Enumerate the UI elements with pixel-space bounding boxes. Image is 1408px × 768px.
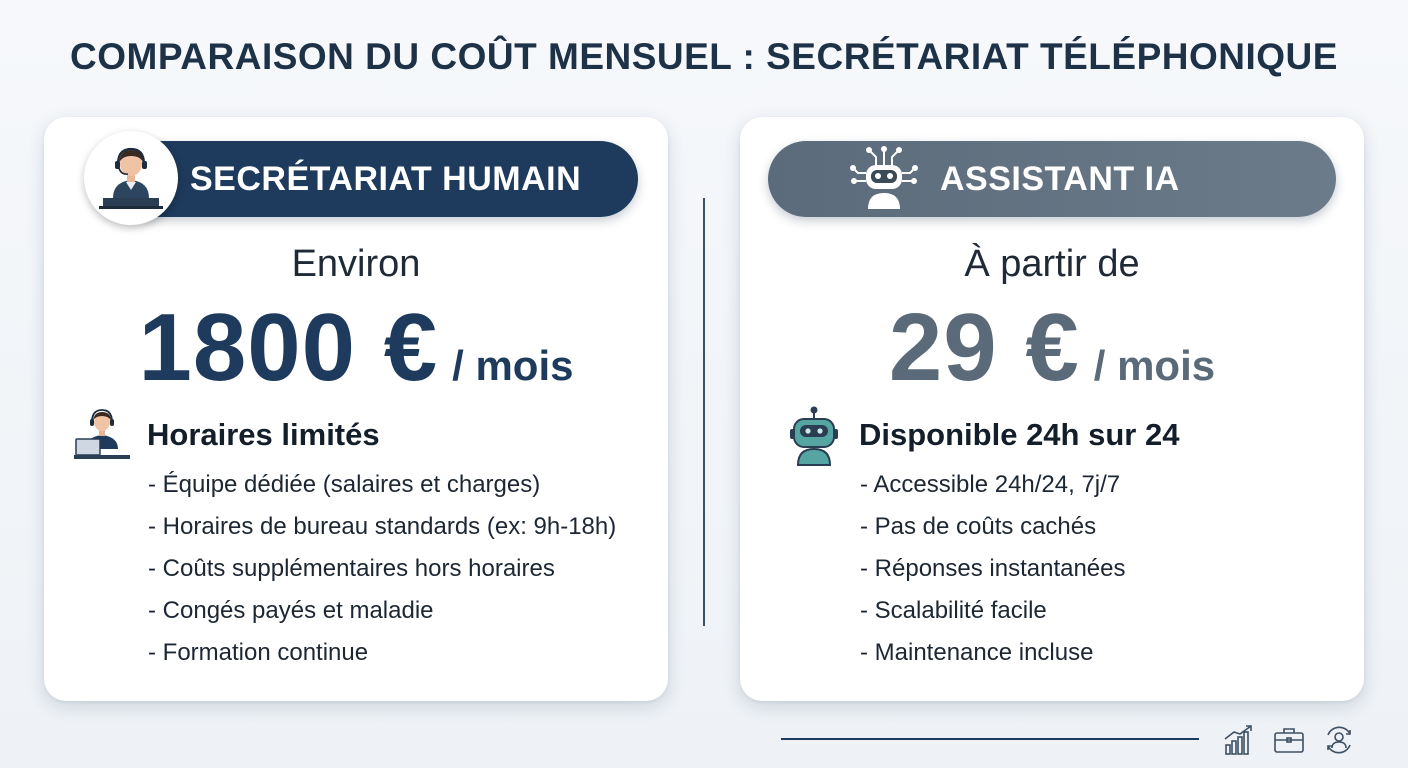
human-price-row bbox=[44, 293, 668, 403]
footer-line bbox=[781, 738, 1199, 740]
page-title: COMPARAISON DU COÛT MENSUEL : SECRÉTARIAT TÉLÉPHONIQUE bbox=[70, 36, 1338, 77]
human-header-pill bbox=[112, 141, 638, 217]
ai-price: 29 € bbox=[888, 294, 1080, 401]
center-divider bbox=[703, 198, 705, 626]
list-item: - Équipe dédiée (salaires et charges) bbox=[148, 471, 541, 498]
ai-feature-title: Disponible 24h sur 24 bbox=[859, 417, 1180, 452]
list-item: - Coûts supplémentaires hors horaires bbox=[148, 555, 555, 582]
human-secretariat-card bbox=[44, 117, 668, 701]
list-item: - Accessible 24h/24, 7j/7 bbox=[860, 471, 1121, 498]
bar-chart-icon bbox=[1222, 723, 1256, 757]
human-price: 1800 € bbox=[138, 294, 439, 401]
human-price-period: / mois bbox=[452, 342, 574, 389]
user-cycle-icon bbox=[1322, 723, 1356, 757]
list-item: - Maintenance incluse bbox=[860, 639, 1094, 666]
ai-header-label: ASSISTANT IA bbox=[940, 159, 1180, 198]
ai-lead-text: À partir de bbox=[964, 243, 1140, 285]
human-header-label: SECRÉTARIAT HUMAIN bbox=[190, 159, 582, 198]
list-item: - Congés payés et maladie bbox=[148, 597, 434, 624]
list-item: - Pas de coûts cachés bbox=[860, 513, 1097, 540]
list-item: - Scalabilité facile bbox=[860, 597, 1047, 624]
list-item: - Horaires de bureau standards (ex: 9h-18h) bbox=[148, 513, 617, 540]
list-item: - Formation continue bbox=[148, 639, 369, 666]
human-feature-list bbox=[148, 469, 616, 679]
human-lead-text: Environ bbox=[291, 243, 421, 285]
ai-feature-list bbox=[860, 469, 1126, 679]
robot-circuit-icon bbox=[848, 143, 920, 215]
robot-icon bbox=[784, 405, 844, 467]
receptionist-icon bbox=[84, 131, 178, 225]
briefcase-icon bbox=[1272, 723, 1306, 757]
ai-price-row bbox=[740, 293, 1364, 403]
ai-assistant-card bbox=[740, 117, 1364, 701]
ai-price-period: / mois bbox=[1093, 342, 1216, 389]
list-item: - Réponses instantanées bbox=[860, 555, 1126, 582]
human-feature-title: Horaires limités bbox=[147, 417, 380, 452]
receptionist-laptop-icon bbox=[72, 405, 132, 467]
